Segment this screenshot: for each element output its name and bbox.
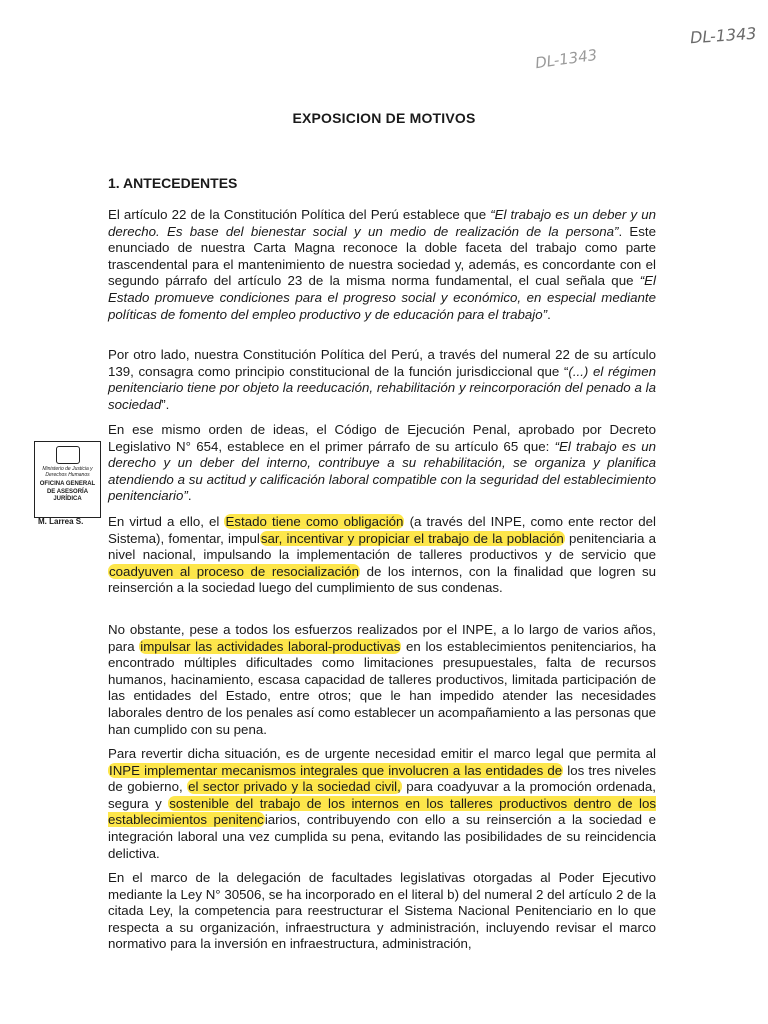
paragraph-2: Por otro lado, nuestra Constitución Política del Perú, a través del numeral 22 de su artículo 139, consagra como principio constitucional de la función jurisdiccional que “(...) el régimen penitenciario tiene por objeto la reeducación, rehabilitación y reincorporación del penado a la sociedad”.	[108, 347, 657, 412]
handwritten-code-faint: DL-1343	[534, 45, 599, 73]
highlight: INPE implementar mecanismos integrales que involucren a las entidades de	[109, 762, 563, 778]
ministry-logo-icon	[56, 446, 80, 464]
paragraph-3: En ese mismo orden de ideas, el Código de Ejecución Penal, aprobado por Decreto Legislativo N° 654, establece en el primer párrafo de su artículo 65 que: “El trabajo es un derecho y un deber del interno, contribuye a su rehabilitación, se organiza y planifica atendiendo a su actitud y calificación laboral compatible con la seguridad del establecimiento penitenciario”.	[108, 422, 656, 504]
handwritten-code: DL-1343	[689, 23, 758, 48]
highlight: sar, incentivar y propiciar el trabajo de la población	[260, 530, 564, 546]
highlight: sostenible del trabajo de los internos en los talleres productivos dentro de los establecimientos penitenc	[108, 795, 656, 828]
highlight: el sector privado y la sociedad civil,	[188, 779, 401, 795]
highlight: impulsar las actividades laboral-productivas	[140, 638, 401, 654]
highlight: Estado tiene como obligación	[225, 514, 404, 529]
stamp-ministry: Ministerio de Justicia y Derechos Humanos	[42, 466, 93, 478]
stamp-signature-name: M. Larrea S.	[38, 517, 84, 526]
section-heading: 1. ANTECEDENTES	[108, 175, 238, 191]
paragraph-7: En el marco de la delegación de facultades legislativas otorgadas al Poder Ejecutivo mediante la Ley N° 30506, se ha incorporado en el literal b) del numeral 2 del artículo 2 de la citada Ley, la competencia para reestructurar el Sistema Nacional Penitenciario en lo que respecta a su organización, infraestructura y administración, incluyendo revisar el marco normativo para la inversión en infraestructura, administración,	[108, 870, 656, 952]
highlight: coadyuven al proceso de resocialización	[109, 563, 360, 579]
document-title: EXPOSICION DE MOTIVOS	[292, 110, 476, 126]
paragraph-4: En virtud a ello, el Estado tiene como obligación (a través del INPE, como ente rector del Sistema), fomentar, impulsar, incentivar y propiciar el trabajo de la población penitenciaria a nivel nacional, impulsando la implementación de talleres productivos y de servicio que coadyuven al proceso de resocialización de los internos, con la finalidad que logren su reinserción a la sociedad luego del cumplimiento de sus condenas.	[108, 514, 656, 596]
paragraph-5: No obstante, pese a todos los esfuerzos realizados por el INPE, a lo largo de varios años, para impulsar las actividades laboral-productivas en los establecimientos penitenciarios, ha encontrado múltiples dificultades como limitaciones presupuestales, falta de recursos humanos, hacinamiento, escasa capacidad de talleres productivos, limitada participación de las entidades del Estado, entre otros; que le han impedido atender las necesidades laborales dentro de los penales así como establecer un acompañamiento a las personas que han cumplido con su pena.	[108, 622, 656, 737]
office-stamp	[34, 441, 101, 518]
stamp-office: OFICINA GENERAL DE ASESORÍA JURÍDICA	[39, 481, 96, 502]
paragraph-1: El artículo 22 de la Constitución Política del Perú establece que “El trabajo es un deber y un derecho. Es base del bienestar social y un medio de realización de la persona”. Este enunciado de nuestra Carta Magna reconoce la doble faceta del trabajo como parte trascendental para el mantenimiento de nuestra sociedad y, además, es concordante con el segundo párrafo del artículo 23 de la misma norma fundamental, el cual señala que “El Estado promueve condiciones para el progreso social y económico, en especial mediante políticas de fomento del empleo productivo y de educación para el trabajo”.	[108, 207, 656, 322]
paragraph-6: Para revertir dicha situación, es de urgente necesidad emitir el marco legal que permita al INPE implementar mecanismos integrales que involucren a las entidades de los tres niveles de gobierno, el sector privado y la sociedad civil, para coadyuvar a la promoción ordenada, segura y sostenible del trabajo de los internos en los talleres productivos dentro de los establecimientos penitenciarios, contribuyendo con ello a su reinserción a la sociedad e integración laboral una vez cumplida su pena, evitando las posibilidades de su reincidencia delictiva.	[108, 746, 657, 861]
